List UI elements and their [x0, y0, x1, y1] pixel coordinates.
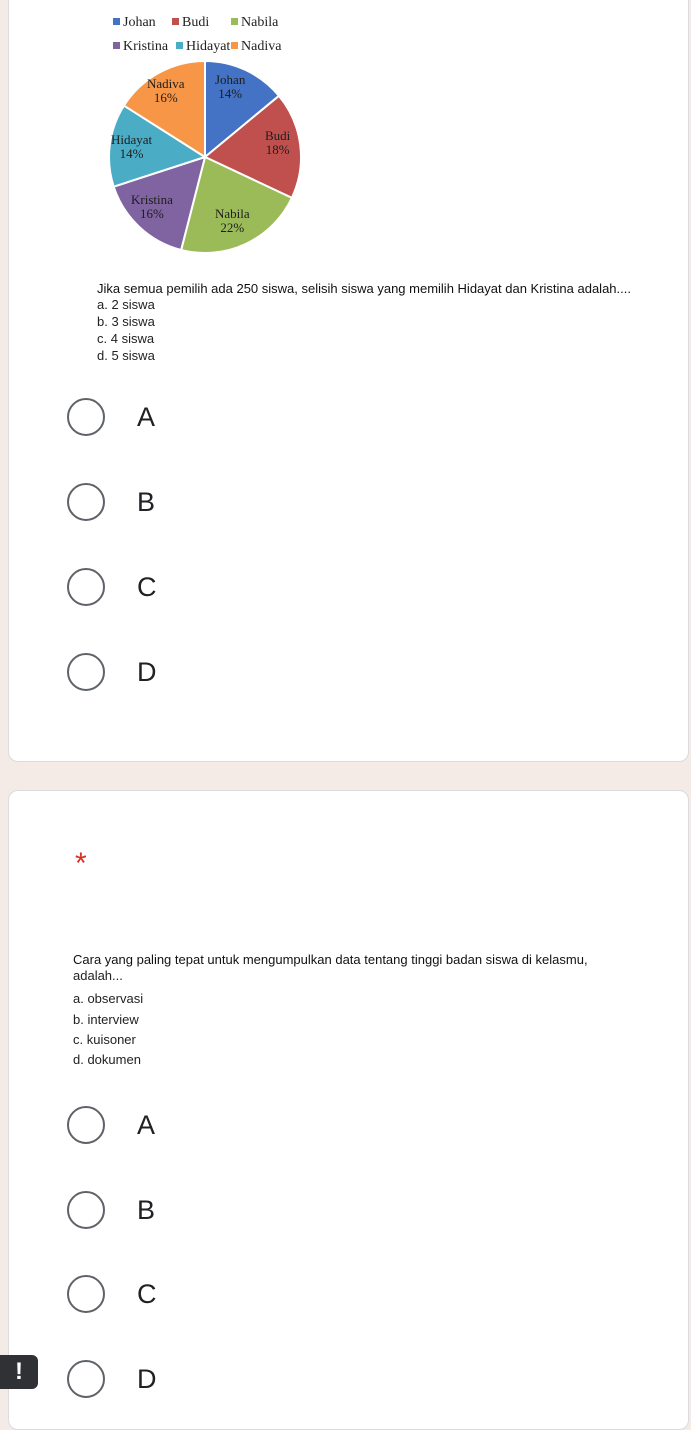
legend-item-nadiva: Nadiva [231, 39, 281, 55]
legend-swatch [113, 42, 120, 49]
legend-swatch [231, 18, 238, 25]
pie-label-johan: Johan 14% [215, 72, 246, 101]
radio-button[interactable] [67, 568, 105, 606]
option-text: b. 3 siswa [97, 314, 155, 329]
radio-label: D [137, 1364, 157, 1394]
radio-option-a[interactable] [67, 398, 367, 442]
question-text: Jika semua pemilih ada 250 siswa, selisih siswa yang memilih Hidayat dan Kristina adalah.... [97, 281, 631, 296]
pie-chart [107, 57, 303, 257]
question-card-2 [8, 790, 689, 1430]
legend-swatch [113, 18, 120, 25]
radio-label: D [137, 657, 157, 687]
pie-label-kristina: Kristina 16% [131, 192, 173, 221]
radio-button[interactable] [67, 1106, 105, 1144]
legend-item-nabila: Nabila [231, 15, 278, 31]
radio-label: C [137, 1279, 157, 1309]
pie-label-nadiva: Nadiva 16% [147, 76, 185, 105]
radio-label: A [137, 402, 156, 432]
radio-label: B [137, 487, 156, 517]
radio-button[interactable] [67, 653, 105, 691]
legend-item-budi: Budi [172, 15, 209, 31]
radio-button[interactable] [67, 398, 105, 436]
radio-option-a[interactable] [67, 1106, 367, 1150]
option-text: a. observasi [73, 991, 144, 1006]
required-asterisk: * [75, 847, 87, 880]
radio-option-c[interactable] [67, 568, 367, 612]
radio-option-b[interactable] [67, 483, 367, 527]
radio-label: A [137, 1110, 156, 1140]
legend-item-kristina: Kristina [113, 39, 168, 55]
radio-option-d[interactable] [67, 653, 367, 697]
pie-label-budi: Budi 18% [265, 128, 291, 157]
pie-label-hidayat: Hidayat 14% [111, 132, 153, 161]
radio-option-c[interactable] [67, 1275, 367, 1319]
pie-label-nabila: Nabila 22% [215, 206, 250, 235]
legend-swatch [176, 42, 183, 49]
question-card-1 [8, 0, 689, 762]
radio-button[interactable] [67, 1191, 105, 1229]
option-text: c. kuisoner [73, 1032, 136, 1047]
alert-icon[interactable]: ! [0, 1355, 38, 1389]
legend-item-hidayat: Hidayat [176, 39, 230, 55]
legend-item-johan: Johan [113, 15, 156, 31]
radio-label: C [137, 572, 157, 602]
radio-label: B [137, 1195, 156, 1225]
radio-button[interactable] [67, 1360, 105, 1398]
radio-button[interactable] [67, 1275, 105, 1313]
question-text: Cara yang paling tepat untuk mengumpulkan data tentang tinggi badan siswa di kelasmu, [73, 952, 588, 967]
legend-swatch [231, 42, 238, 49]
option-text: a. 2 siswa [97, 297, 155, 312]
option-text: b. interview [73, 1012, 139, 1027]
option-text: d. dokumen [73, 1052, 141, 1067]
legend-swatch [172, 18, 179, 25]
question-text-continued: adalah... [73, 968, 123, 983]
option-text: d. 5 siswa [97, 348, 155, 363]
radio-button[interactable] [67, 483, 105, 521]
option-text: c. 4 siswa [97, 331, 155, 346]
radio-option-d[interactable] [67, 1360, 367, 1404]
radio-option-b[interactable] [67, 1191, 367, 1235]
